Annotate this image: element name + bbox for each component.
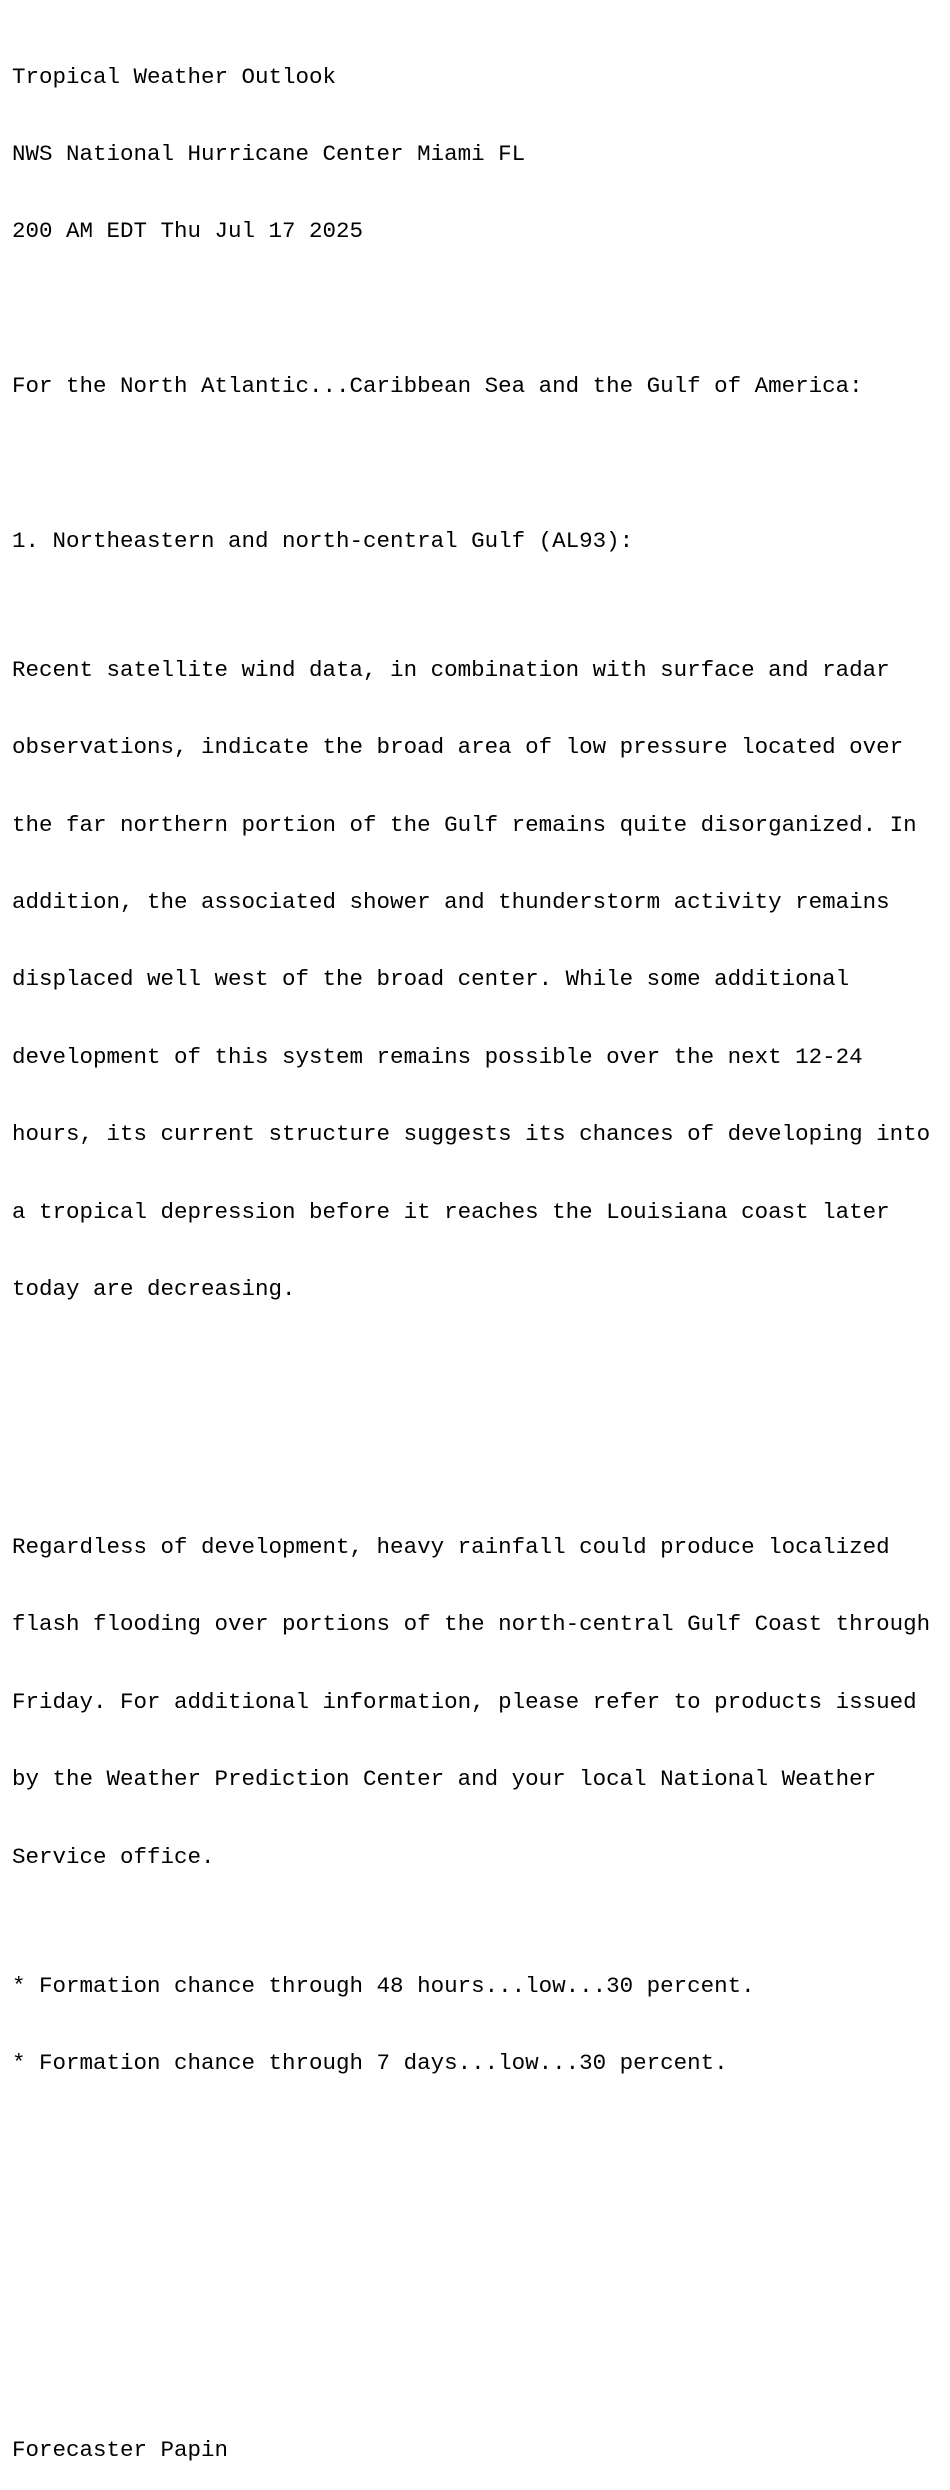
hazards-line: flash flooding over portions of the north-central Gulf Coast through [12, 1611, 931, 1638]
blank-line [12, 297, 942, 323]
hazards-line: by the Weather Prediction Center and your local National Weather [12, 1766, 877, 1793]
discussion-line: observations, indicate the broad area of low pressure located over [12, 734, 904, 761]
hazards-paragraph [12, 1483, 942, 1922]
system-title: 1. Northeastern and north-central Gulf (AL93): [12, 527, 634, 554]
discussion-line: hours, its current structure suggests its chances of developing into [12, 1121, 931, 1148]
hazards-line: Regardless of development, heavy rainfall could produce localized [12, 1534, 890, 1561]
discussion-line: development of this system remains possible over the next 12-24 [12, 1043, 863, 1070]
blank-line [12, 2206, 942, 2232]
formation-chance-7d: * Formation chance through 7 days...low...30 percent. [12, 2049, 728, 2076]
blank-line [12, 2128, 942, 2154]
issue-time: 200 AM EDT Thu Jul 17 2025 [12, 218, 364, 245]
tropical-weather-outlook [12, 13, 942, 2490]
system-discussion [12, 606, 942, 1354]
discussion-line: the far northern portion of the Gulf remains quite disorganized. In [12, 811, 917, 838]
discussion-line: a tropical depression before it reaches the Louisiana coast later [12, 1198, 890, 1225]
discussion-line: today are decreasing. [12, 1276, 296, 1303]
blank-line [12, 1406, 942, 1432]
discussion-line: addition, the associated shower and thunderstorm activity remains [12, 889, 890, 916]
issuing-office: NWS National Hurricane Center Miami FL [12, 140, 526, 167]
formation-chance-48h: * Formation chance through 48 hours...low...30 percent. [12, 1972, 755, 1999]
blank-line [12, 2361, 942, 2387]
product-title: Tropical Weather Outlook [12, 63, 337, 90]
blank-line [12, 452, 942, 478]
hazards-line: Service office. [12, 1843, 215, 1870]
hazards-line: Friday. For additional information, please refer to products issued [12, 1688, 917, 1715]
area-heading: For the North Atlantic...Caribbean Sea and the Gulf of America: [12, 373, 863, 400]
discussion-line: displaced well west of the broad center. While some additional [12, 966, 850, 993]
discussion-line: Recent satellite wind data, in combination with surface and radar [12, 656, 890, 683]
blank-line [12, 2283, 942, 2309]
forecaster-signature: Forecaster Papin [12, 2436, 229, 2463]
